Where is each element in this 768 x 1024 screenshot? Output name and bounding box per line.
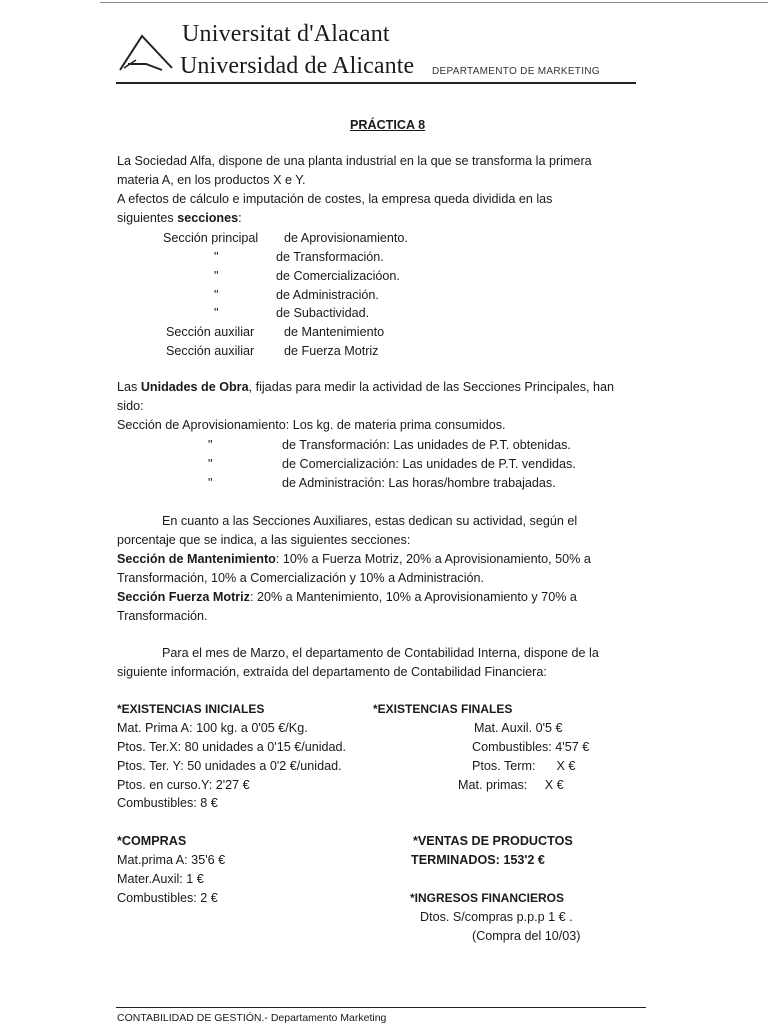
section-label: Sección auxiliar bbox=[166, 344, 255, 358]
intro-sections-bold: secciones bbox=[177, 211, 239, 225]
aux-mantenimiento-line-2: Transformación, 10% a Comercialización y 10% a Administración. bbox=[117, 571, 485, 585]
compras-heading: *COMPRAS bbox=[117, 834, 187, 848]
section-label: " bbox=[214, 306, 219, 320]
units-line-2: sido: bbox=[117, 399, 144, 413]
intro-line-4-prefix: siguientes bbox=[117, 211, 178, 225]
footer-text: CONTABILIDAD DE GESTIÓN.- Departamento Marketing bbox=[117, 1012, 387, 1024]
existencias-iniciales-line: Ptos. Ter.X: 80 unidades a 0'15 €/unidad. bbox=[117, 740, 347, 754]
intro-line-1: La Sociedad Alfa, dispone de una planta industrial en la que se transforma la primera bbox=[117, 154, 592, 168]
units-item-mark: " bbox=[208, 457, 213, 471]
existencias-finales-line: Combustibles: 4'57 € bbox=[472, 740, 590, 754]
intro-line-3: A efectos de cálculo e imputación de costes, la empresa queda dividida en las bbox=[117, 192, 553, 206]
footer-divider bbox=[116, 1007, 646, 1008]
section-name: de Mantenimiento bbox=[284, 325, 385, 339]
units-item-mark: " bbox=[208, 476, 213, 490]
units-item-text: de Comercialización: Las unidades de P.T. vendidas. bbox=[282, 457, 576, 471]
units-item-text: de Administración: Las horas/hombre trabajadas. bbox=[282, 476, 556, 490]
units-item-mark: " bbox=[208, 438, 213, 452]
existencias-finales-line: Ptos. Term: X € bbox=[472, 759, 576, 773]
aux-mantenimiento-bold: Sección de Mantenimiento bbox=[117, 552, 276, 566]
existencias-finales-line: Mat. Auxil. 0'5 € bbox=[474, 721, 563, 735]
ingresos-heading: *INGRESOS FINANCIEROS bbox=[410, 891, 565, 905]
section-label: Sección principal bbox=[163, 231, 259, 245]
compras-line: Mater.Auxil: 1 € bbox=[117, 872, 204, 886]
units-item-text: de Transformación: Las unidades de P.T. obtenidas. bbox=[282, 438, 571, 452]
section-name: de Fuerza Motriz bbox=[284, 344, 379, 358]
march-line-2: siguiente información, extraída del departamento de Contabilidad Financiera: bbox=[117, 665, 547, 679]
aux-line-2: porcentaje que se indica, a las siguientes secciones: bbox=[117, 533, 411, 547]
compras-line: Mat.prima A: 35'6 € bbox=[117, 853, 226, 867]
units-line-3: Sección de Aprovisionamiento: Los kg. de materia prima consumidos. bbox=[117, 418, 506, 432]
university-name-valencian: Universitat d'Alacant bbox=[182, 21, 390, 47]
units-line-1-prefix: Las bbox=[117, 380, 141, 394]
ventas-heading: *VENTAS DE PRODUCTOS bbox=[413, 834, 573, 848]
page-title: PRÁCTICA 8 bbox=[350, 118, 426, 132]
units-line-1-suffix: , fijadas para medir la actividad de las Secciones Principales, han bbox=[248, 380, 615, 394]
aux-fuerza-line bbox=[117, 588, 577, 607]
top-edge-line bbox=[100, 2, 768, 3]
department-label: DEPARTAMENTO DE MARKETING bbox=[432, 66, 600, 77]
aux-fuerza-text: : 20% a Mantenimiento, 10% a Aprovisionamiento y 70% a bbox=[249, 590, 577, 604]
section-name: de Comercializacióon. bbox=[276, 269, 400, 283]
university-logo-icon bbox=[116, 30, 176, 74]
ventas-total: TERMINADOS: 153'2 € bbox=[411, 853, 545, 867]
aux-mantenimiento-text: : 10% a Fuerza Motriz, 20% a Aprovisionamiento, 50% a bbox=[275, 552, 591, 566]
units-bold: Unidades de Obra bbox=[140, 380, 249, 394]
intro-line-4-suffix: : bbox=[238, 211, 242, 225]
aux-mantenimiento-line bbox=[117, 550, 591, 569]
aux-line-1: En cuanto a las Secciones Auxiliares, estas dedican su actividad, según el bbox=[162, 514, 578, 528]
existencias-iniciales-line: Ptos. Ter. Y: 50 unidades a 0'2 €/unidad. bbox=[117, 759, 342, 773]
existencias-finales-heading: *EXISTENCIAS FINALES bbox=[373, 702, 513, 716]
march-line-1: Para el mes de Marzo, el departamento de Contabilidad Interna, dispone de la bbox=[162, 646, 599, 660]
section-label: " bbox=[214, 288, 219, 302]
ingresos-line-2: (Compra del 10/03) bbox=[472, 929, 581, 943]
aux-fuerza-line-2: Transformación. bbox=[117, 609, 208, 623]
section-name: de Transformación. bbox=[276, 250, 384, 264]
existencias-iniciales-line: Combustibles: 8 € bbox=[117, 796, 218, 810]
university-name-spanish: Universidad de Alicante bbox=[180, 53, 415, 79]
section-name: de Subactividad. bbox=[276, 306, 370, 320]
intro-line-2: materia A, en los productos X e Y. bbox=[117, 173, 306, 187]
intro-line-4 bbox=[117, 209, 242, 228]
section-label: " bbox=[214, 250, 219, 264]
header-divider bbox=[116, 82, 636, 84]
section-label: " bbox=[214, 269, 219, 283]
section-name: de Administración. bbox=[276, 288, 379, 302]
compras-line: Combustibles: 2 € bbox=[117, 891, 218, 905]
existencias-iniciales-heading: *EXISTENCIAS INICIALES bbox=[117, 702, 265, 716]
ingresos-line-1: Dtos. S/compras p.p.p 1 € . bbox=[420, 910, 573, 924]
units-line-1 bbox=[117, 378, 614, 397]
existencias-iniciales-line: Mat. Prima A: 100 kg. a 0'05 €/Kg. bbox=[117, 721, 308, 735]
aux-fuerza-bold: Sección Fuerza Motriz bbox=[117, 590, 250, 604]
section-name: de Aprovisionamiento. bbox=[284, 231, 408, 245]
section-label: Sección auxiliar bbox=[166, 325, 255, 339]
existencias-finales-line: Mat. primas: X € bbox=[458, 778, 564, 792]
existencias-iniciales-line: Ptos. en curso.Y: 2'27 € bbox=[117, 778, 250, 792]
